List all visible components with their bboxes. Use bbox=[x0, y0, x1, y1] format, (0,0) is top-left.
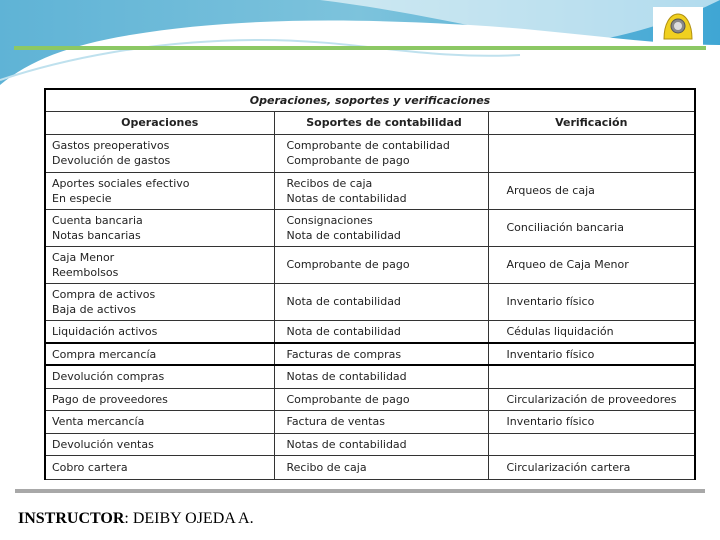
green-divider bbox=[14, 46, 706, 50]
support-cell bbox=[274, 410, 488, 433]
verification-cell bbox=[488, 410, 695, 433]
verification-cell-text: Cédulas liquidación bbox=[506, 324, 614, 338]
support-cell-text: Recibo de caja bbox=[286, 460, 367, 474]
header-banner bbox=[0, 0, 720, 90]
operation-cell bbox=[45, 455, 274, 479]
operation-cell bbox=[45, 410, 274, 433]
verification-cell-text: Inventario físico bbox=[506, 415, 595, 428]
operation-cell-text: Devolución de gastos bbox=[52, 154, 171, 167]
verification-cell bbox=[488, 283, 695, 320]
support-cell bbox=[274, 433, 488, 455]
operation-cell-text: Notas bancarias bbox=[52, 228, 141, 242]
verification-cell bbox=[488, 134, 695, 172]
table-row bbox=[45, 246, 695, 283]
support-cell-text: Nota de contabilidad bbox=[286, 324, 401, 338]
operation-cell bbox=[45, 388, 274, 410]
operation-cell-text: Compra de activos bbox=[52, 287, 156, 301]
operation-cell-text: Reembolsos bbox=[52, 265, 119, 279]
footer-name: : DEIBY OJEDA A. bbox=[124, 510, 254, 527]
verification-cell bbox=[488, 365, 695, 388]
operation-cell-text: Caja Menor bbox=[52, 250, 115, 264]
support-cell-text: Factura de ventas bbox=[286, 415, 385, 428]
table-row bbox=[45, 209, 695, 246]
support-cell bbox=[274, 455, 488, 479]
verification-cell-text: Inventario físico bbox=[506, 295, 595, 308]
support-cell bbox=[274, 246, 488, 283]
verification-cell-text: Arqueo de Caja Menor bbox=[506, 258, 629, 271]
support-cell-text: Facturas de compras bbox=[286, 347, 402, 361]
support-cell bbox=[274, 343, 488, 365]
footer-label: INSTRUCTOR bbox=[18, 510, 125, 527]
operation-cell-text: Baja de activos bbox=[52, 302, 136, 316]
operation-cell-text: Cobro cartera bbox=[52, 460, 128, 474]
helmet-logo-icon bbox=[653, 7, 703, 45]
support-cell-text: Nota de contabilidad bbox=[286, 295, 401, 308]
table-row bbox=[45, 134, 695, 172]
support-cell bbox=[274, 209, 488, 246]
operation-cell bbox=[45, 209, 274, 246]
support-cell-text: Nota de contabilidad bbox=[286, 228, 401, 242]
verification-cell-text: Inventario físico bbox=[506, 347, 595, 361]
operation-cell bbox=[45, 246, 274, 283]
support-cell-text: Comprobante de pago bbox=[286, 392, 410, 406]
operation-cell-text: Gastos preoperativos bbox=[52, 139, 170, 152]
verification-cell bbox=[488, 388, 695, 410]
operation-cell bbox=[45, 134, 274, 172]
operation-cell-text: Aportes sociales efectivo bbox=[52, 176, 190, 190]
table-title: Operaciones, soportes y verificaciones bbox=[45, 89, 695, 111]
verification-cell bbox=[488, 343, 695, 365]
verification-cell bbox=[488, 433, 695, 455]
support-cell bbox=[274, 388, 488, 410]
verification-cell bbox=[488, 455, 695, 479]
verification-cell bbox=[488, 209, 695, 246]
support-cell-text: Notas de contabilidad bbox=[286, 191, 407, 205]
table-row bbox=[45, 455, 695, 479]
operation-cell bbox=[45, 365, 274, 388]
verification-cell bbox=[488, 172, 695, 209]
support-cell-text: Comprobante de pago bbox=[286, 154, 410, 167]
support-cell bbox=[274, 134, 488, 172]
support-cell-text: Notas de contabilidad bbox=[286, 370, 407, 384]
operation-cell bbox=[45, 283, 274, 320]
support-cell-text: Comprobante de pago bbox=[286, 258, 410, 271]
operation-cell-text: Devolución ventas bbox=[52, 437, 154, 451]
support-cell bbox=[274, 320, 488, 343]
support-cell-text: Recibos de caja bbox=[286, 176, 373, 190]
operation-cell bbox=[45, 343, 274, 365]
verification-cell bbox=[488, 320, 695, 343]
operations-table bbox=[44, 88, 696, 480]
header-verificacion: Verificación bbox=[488, 111, 695, 134]
operation-cell-text: Venta mercancía bbox=[52, 415, 145, 428]
verification-cell-text: Circularización cartera bbox=[506, 460, 631, 474]
operation-cell bbox=[45, 433, 274, 455]
gray-divider bbox=[15, 489, 705, 493]
operation-cell-text: Compra mercancía bbox=[52, 347, 157, 361]
support-cell bbox=[274, 283, 488, 320]
table-row bbox=[45, 365, 695, 388]
operation-cell-text: Pago de proveedores bbox=[52, 392, 168, 406]
operation-cell-text: Liquidación activos bbox=[52, 324, 158, 338]
footer-instructor bbox=[18, 510, 254, 528]
header-operaciones: Operaciones bbox=[45, 111, 274, 134]
table-row bbox=[45, 172, 695, 209]
verification-cell-text: Circularización de proveedores bbox=[506, 392, 677, 406]
table-row bbox=[45, 410, 695, 433]
operation-cell-text: Devolución compras bbox=[52, 370, 165, 384]
table-row bbox=[45, 433, 695, 455]
support-cell bbox=[274, 365, 488, 388]
table-row bbox=[45, 283, 695, 320]
verification-cell-text: Arqueos de caja bbox=[506, 184, 595, 197]
support-cell-text: Comprobante de contabilidad bbox=[286, 139, 450, 152]
verification-cell-text: Conciliación bancaria bbox=[506, 221, 624, 234]
support-cell-text: Consignaciones bbox=[286, 213, 373, 227]
header-soportes: Soportes de contabilidad bbox=[274, 111, 488, 134]
table-row bbox=[45, 388, 695, 410]
table-row bbox=[45, 320, 695, 343]
operation-cell bbox=[45, 172, 274, 209]
support-cell bbox=[274, 172, 488, 209]
operation-cell bbox=[45, 320, 274, 343]
operation-cell-text: Cuenta bancaria bbox=[52, 213, 143, 227]
operation-cell-text: En especie bbox=[52, 191, 112, 205]
table-row bbox=[45, 343, 695, 365]
support-cell-text: Notas de contabilidad bbox=[286, 437, 407, 451]
verification-cell bbox=[488, 246, 695, 283]
